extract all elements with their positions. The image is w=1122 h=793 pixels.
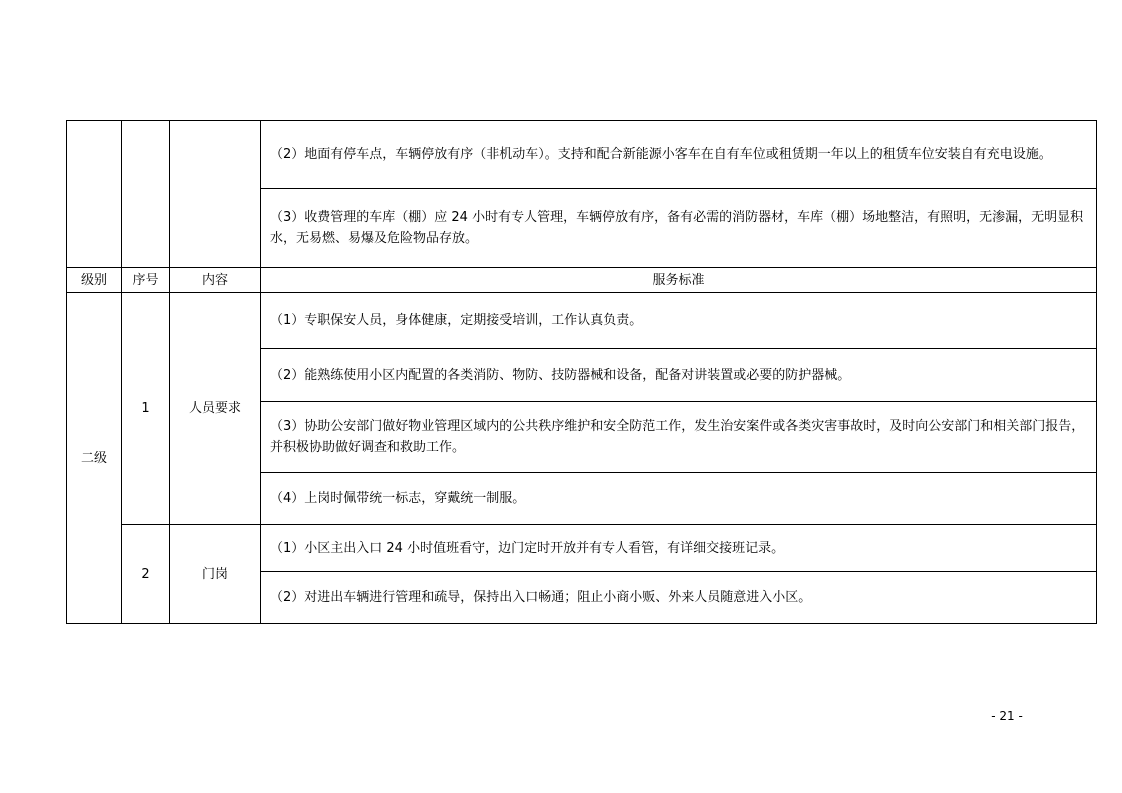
table-row [67, 121, 1097, 189]
page-number: - 21 - [991, 709, 1023, 723]
table-row [67, 293, 1097, 349]
content-cell-empty [170, 121, 261, 268]
header-seq: 序号 [122, 268, 170, 293]
table-header-row [67, 268, 1097, 293]
seq-cell-empty [122, 121, 170, 268]
table-row [67, 525, 1097, 572]
content-cell: 门岗 [170, 525, 261, 624]
standard-cell: （1）专职保安人员，身体健康，定期接受培训，工作认真负责。 [261, 293, 1097, 349]
standard-cell: （4）上岗时佩带统一标志，穿戴统一制服。 [261, 473, 1097, 525]
level-cell: 二级 [67, 293, 122, 624]
standard-cell: （1）小区主出入口 24 小时值班看守，边门定时开放并有专人看管，有详细交接班记录。 [261, 525, 1097, 572]
header-level: 级别 [67, 268, 122, 293]
seq-cell: 2 [122, 525, 170, 624]
standard-cell: （2）地面有停车点，车辆停放有序（非机动车）。支持和配合新能源小客车在自有车位或租赁期一年以上的租赁车位安装自有充电设施。 [261, 121, 1097, 189]
service-standard-table [66, 120, 1097, 624]
content-cell: 人员要求 [170, 293, 261, 525]
standard-cell: （3）收费管理的车库（棚）应 24 小时有专人管理，车辆停放有序，备有必需的消防器材，车库（棚）场地整洁，有照明，无渗漏，无明显积水，无易燃、易爆及危险物品存放。 [261, 189, 1097, 268]
header-content: 内容 [170, 268, 261, 293]
level-cell-empty [67, 121, 122, 268]
standard-cell: （2）对进出车辆进行管理和疏导，保持出入口畅通；阻止小商小贩、外来人员随意进入小区。 [261, 572, 1097, 624]
standard-cell: （3）协助公安部门做好物业管理区域内的公共秩序维护和安全防范工作，发生治安案件或各类灾害事故时，及时向公安部门和相关部门报告，并积极协助做好调查和救助工作。 [261, 402, 1097, 473]
standard-cell: （2）能熟练使用小区内配置的各类消防、物防、技防器械和设备，配备对讲装置或必要的防护器械。 [261, 349, 1097, 402]
seq-cell: 1 [122, 293, 170, 525]
header-standard: 服务标准 [261, 268, 1097, 293]
